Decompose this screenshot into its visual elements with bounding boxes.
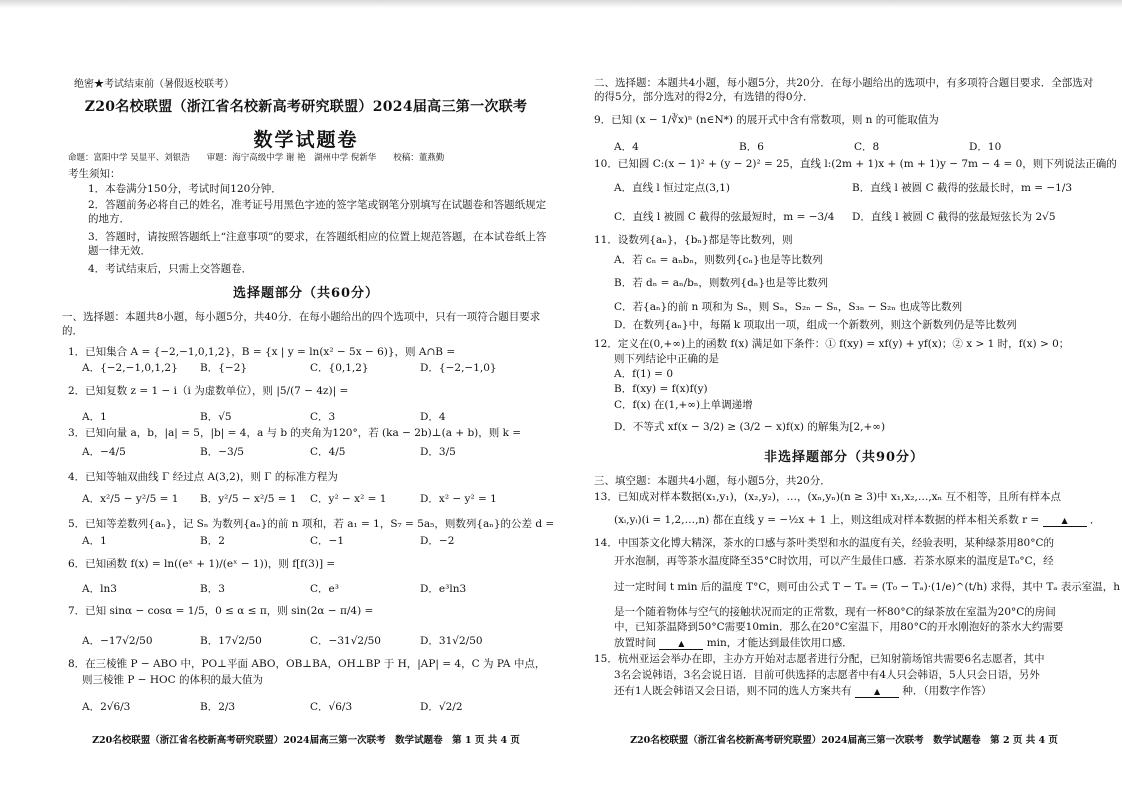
notice-title: 考生须知： — [68, 168, 121, 180]
option: B．17√2/50 — [200, 635, 262, 647]
option: C．若{aₙ}的前 n 项和为 Sₙ，则 Sₙ，S₂ₙ − Sₙ，S₃ₙ − S₂ₙ 也成等比数列 — [614, 301, 963, 313]
option: B．若 dₙ = aₙ/bₙ，则数列{dₙ}也是等比数列 — [614, 277, 829, 289]
question-options — [82, 492, 497, 506]
question-stem: 15．杭州亚运会举办在即，主办方开始对志愿者进行分配，已知射箭场馆共需要6名志愿者，其中 — [594, 653, 1045, 665]
question-options — [614, 210, 1056, 224]
option: A．4 — [614, 141, 639, 153]
option: A．x²/5 − y²/5 = 1 — [82, 493, 179, 505]
question-text: 种．（用数字作答） — [902, 685, 992, 697]
option: D．31√2/50 — [420, 635, 483, 647]
question-stem-cont: 则三棱锥 P − HOC 的体积的最大值为 — [82, 674, 264, 686]
option: D．e³ln3 — [420, 583, 467, 595]
option: B．{−2} — [200, 362, 248, 374]
option: B．3 — [200, 583, 225, 595]
part1-intro: 一、选择题：本题共8小题，每小题5分，共40分．在每小题给出的四个选项中，只有一项符合题目要求的． — [62, 311, 541, 338]
option: B．−3/5 — [200, 446, 244, 458]
option: A．−4/5 — [82, 446, 126, 458]
question-options — [614, 181, 1072, 195]
option: A．1 — [82, 411, 107, 423]
question-line: 开水泡制，再等茶水温度降至35°C时饮用，可以产生最佳口感．若茶水原来的温度是T₀°C，经 — [614, 555, 1054, 567]
option: A．{−2,−1,0,1,2} — [82, 362, 178, 374]
option: B．y²/5 − x²/5 = 1 — [200, 493, 297, 505]
question-stem: 7．已知 sinα − cosα = 1/5，0 ≤ α ≤ π，则 sin(2α − π/4) = — [68, 605, 374, 617]
authors-line: 命题：富阳中学 吴显平、刘银浩 审题：海宁高级中学 谢 艳 湖州中学 倪新华 校稿：董燕勤 — [68, 153, 445, 163]
option: C．−1 — [310, 535, 345, 547]
question-stem: 11．设数列{aₙ}，{bₙ}都是等比数列，则 — [594, 234, 793, 246]
question-stem: 13．已知成对样本数据(x₁,y₁)，(x₂,y₂)，…，(xₙ,yₙ)(n ≥ 3)中 x₁,x₂,…,xₙ 互不相等，且所有样本点 — [594, 491, 1061, 503]
option: B．2/3 — [200, 701, 236, 713]
option: D．√2/2 — [420, 701, 463, 713]
option: D．3/5 — [420, 446, 456, 458]
question-options — [82, 445, 456, 459]
question-line — [614, 684, 992, 698]
question-line: 是一个随着物体与空气的接触状况而定的正常数，现有一杯80°C的绿茶放在室温为20°C的房间 — [614, 606, 1056, 618]
option: C．{0,1,2} — [310, 362, 369, 374]
notice-item: 3．答题时，请按照答题纸上“注意事项”的要求，在答题纸相应的位置上规范答题，在本试卷纸上答题一律无效． — [88, 231, 547, 258]
option: C．3 — [310, 411, 336, 423]
question-options — [82, 634, 483, 648]
option: B．直线 l 被圆 C 截得的弦最长时，m = −1/3 — [852, 182, 1073, 194]
part3-intro: 三、填空题：本题共4小题，每小题5分，共20分． — [594, 475, 831, 487]
option: B．f(xy) = f(x)f(y) — [614, 383, 708, 395]
question-stem: 14．中国茶文化博大精深，茶水的口感与茶叶类型和水的温度有关，经验表明，某种绿茶用80°C的 — [594, 537, 1055, 549]
question-options — [82, 700, 463, 714]
question-text: 还有1人既会韩语又会日语，则不同的选人方案共有 — [614, 685, 852, 697]
question-stem: 6．已知函数 f(x) = ln((eˣ + 1)/(eˣ − 1))，则 f[f(3)] = — [68, 558, 336, 570]
question-text: ． — [1089, 514, 1101, 526]
notice-item: 2．答题前务必将自己的姓名，准考证号用黑色字迹的签字笔或钢笔分别填写在试题卷和答题纸规定的地方． — [88, 199, 547, 226]
question-stem: 2．已知复数 z = 1 − i（i 为虚数单位），则 |5/(7 − 4z)| = — [68, 385, 349, 397]
question-options — [82, 582, 466, 596]
question-text: min，才能达到最佳饮用口感． — [706, 637, 853, 649]
page-2 — [594, 0, 1121, 794]
question-text: 放置时间 — [614, 637, 656, 649]
option: C．e³ — [310, 583, 339, 595]
part2-intro: 二、选择题：本题共4小题，每小题5分，共20分．在每小题给出的选项中，有多项符合题目要求．全部选对的得5分，部分选对的得2分，有选错的得0分． — [594, 77, 1094, 104]
option: D．x² − y² = 1 — [420, 493, 497, 505]
option: A．直线 l 恒过定点(3,1) — [614, 182, 731, 194]
paper-title: 数学试题卷 — [253, 129, 359, 151]
option: C．4/5 — [310, 446, 346, 458]
question-text: (xᵢ,yᵢ)(i = 1,2,…,n) 都在直线 y = −½x + 1 上，则这组成对样本数据的样本相关系数 r = — [614, 514, 1040, 526]
option: D．在数列{aₙ}中，每隔 k 项取出一项，组成一个新数列，则这个新数列仍是等比数列 — [614, 319, 1017, 331]
question-stem: 12．定义在(0,+∞)上的函数 f(x) 满足如下条件：① f(xy) = xf(y) + yf(x)；② x > 1 时，f(x) > 0； — [594, 338, 1070, 350]
option: C．y² − x² = 1 — [310, 493, 387, 505]
option: C．直线 l 被圆 C 截得的弦最短时，m = −3/4 — [614, 211, 835, 223]
question-line — [614, 513, 1100, 527]
question-stem: 4．已知等轴双曲线 Γ 经过点 A(3,2)，则 Γ 的标准方程为 — [68, 471, 338, 483]
question-stem: 9．已知 (x − 1/∛x)ⁿ (n∈N*) 的展开式中含有常数项，则 n 的可能取值为 — [594, 114, 939, 126]
option: D．−2 — [420, 535, 455, 547]
question-options — [82, 534, 454, 548]
question-options — [82, 361, 497, 375]
page-1 — [62, 0, 555, 794]
option: C．f(x) 在(1,+∞)上单调递增 — [614, 399, 753, 411]
question-stem-cont: 则下列结论中正确的是 — [614, 353, 719, 365]
option: D．{−2,−1,0} — [420, 362, 497, 374]
exam-title: Z20名校联盟（浙江省名校新高考研究联盟）2024届高三第一次联考 — [84, 99, 528, 115]
page-footer: Z20名校联盟（浙江省名校新高考研究联盟）2024届高三第一次联考 数学试题卷 第 2 页 共 4 页 — [630, 735, 1058, 746]
option: C．−31√2/50 — [310, 635, 381, 647]
option: A．1 — [82, 535, 107, 547]
question-stem: 3．已知向量 a，b，|a| = 5，|b| = 4，a 与 b 的夹角为120°，若 (ka − 2b)⊥(a + b)，则 k = — [68, 427, 522, 439]
option: A．2√6/3 — [82, 701, 131, 713]
option: D．直线 l 被圆 C 截得的弦最短弦长为 2√5 — [852, 211, 1056, 223]
page-footer: Z20名校联盟（浙江省名校新高考研究联盟）2024届高三第一次联考 数学试题卷 第 1 页 共 4 页 — [92, 735, 520, 746]
question-options — [82, 410, 446, 424]
option: D．不等式 xf(x − 3/2) ≥ (3/2 − x)f(x) 的解集为[2,+∞) — [614, 421, 886, 433]
option: B．√5 — [200, 411, 232, 423]
section-title-nonchoice: 非选择题部分（共90分） — [763, 450, 925, 465]
option: A．若 cₙ = aₙbₙ，则数列{cₙ}也是等比数列 — [614, 254, 823, 266]
option: B．6 — [739, 141, 764, 153]
confidential-mark: 绝密★考试结束前（暑假返校联考） — [74, 79, 234, 90]
question-line — [614, 636, 853, 650]
section-title-choice: 选择题部分（共60分） — [232, 286, 380, 301]
option: C．8 — [854, 141, 880, 153]
answer-blank: ▲ — [1043, 516, 1087, 527]
option: A．f(1) = 0 — [614, 368, 673, 380]
question-stem: 5．已知等差数列{aₙ}，记 Sₙ 为数列{aₙ}的前 n 项和，若 a₁ = 1，S₇ = 5a₅，则数列{aₙ}的公差 d = — [68, 518, 555, 530]
answer-blank: ▲ — [855, 687, 899, 698]
option: C．√6/3 — [310, 701, 353, 713]
option: A．ln3 — [82, 583, 117, 595]
question-options — [614, 140, 1001, 154]
question-stem: 1．已知集合 A = {−2,−1,0,1,2}，B = {x | y = ln(x² − 5x − 6)}，则 A∩B = — [68, 346, 456, 358]
notice-item: 1．本卷满分150分，考试时间120分钟． — [88, 183, 282, 195]
question-line: 过一定时间 t min 后的温度 T°C，则可由公式 T − Tₐ = (T₀ − Tₐ)·(1/e)^(t/h) 求得，其中 Tₐ 表示室温，h — [614, 581, 1121, 593]
notice-item: 4．考试结束后，只需上交答题卷． — [88, 263, 253, 275]
option: D．10 — [969, 141, 1002, 153]
question-line: 3名会说韩语，3名会说日语．目前可供选择的志愿者中有4人只会韩语，5人只会日语，另外 — [614, 669, 1040, 681]
question-stem: 8．在三棱锥 P − ABO 中，PO⊥平面 ABO，OB⊥BA，OH⊥BP 于 H，|AP| = 4，C 为 PA 中点， — [68, 658, 546, 670]
answer-blank: ▲ — [659, 639, 703, 650]
question-line: 中，已知茶温降到50°C需要10min．那么在20°C室温下，用80°C的开水刚泡好的茶水大约需要 — [614, 621, 1064, 633]
option: B．2 — [200, 535, 225, 547]
option: D．4 — [420, 411, 446, 423]
option: A．−17√2/50 — [82, 635, 153, 647]
question-stem: 10．已知圆 C:(x − 1)² + (y − 2)² = 25，直线 l:(2m + 1)x + (m + 1)y − 7m − 4 = 0，则下列说法正确的 — [594, 158, 1117, 170]
